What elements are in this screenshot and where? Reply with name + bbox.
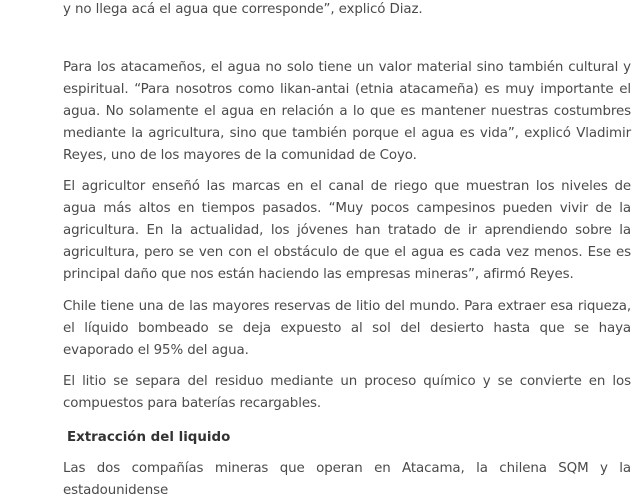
paragraph-diaz-quote-end: y no llega acá el agua que corresponde”, explicó Diaz. — [63, 2, 423, 17]
paragraph-agricultor-canal: El agricultor enseñó las marcas en el canal de riego que muestran los niveles de agua más altos en tiempos pasados. “Muy pocos campesinos pueden vivir de la agricultura. En la actualidad, los jóvenes han tratado de ir aprendiendo sobre la agricultura, pero se ven con el obstáculo de que el agua es cada vez menos. Ese es principal daño que nos están haciendo las empresas mineras”, afirmó Reyes. — [63, 179, 631, 282]
paragraph-companias-mineras: Las dos compañías mineras que operan en Atacama, la chilena SQM y la estadounidense — [63, 461, 631, 498]
paragraph-litio-proceso: El litio se separa del residuo mediante un proceso químico y se convierte en los compuestos para baterías recargables. — [63, 374, 631, 411]
paragraph-chile-litio: Chile tiene una de las mayores reservas de litio del mundo. Para extraer esa riqueza, el líquido bombeado se deja expuesto al sol del desierto hasta que se haya evaporado el 95% del agua. — [63, 299, 631, 358]
paragraph-atacamenos-water: Para los atacameños, el agua no solo tiene un valor material sino también cultural y espiritual. “Para nosotros como likan-antai (etnia atacameña) es muy importante el agua. No solamente el agua en relación a lo que es mantener nuestras costumbres mediante la agricultura, sino que también porque el agua es vida”, explicó Vladimir Reyes, uno de los mayores de la comunidad de Coyo. — [63, 60, 631, 163]
section-heading: Extracción del liquido — [67, 430, 231, 445]
